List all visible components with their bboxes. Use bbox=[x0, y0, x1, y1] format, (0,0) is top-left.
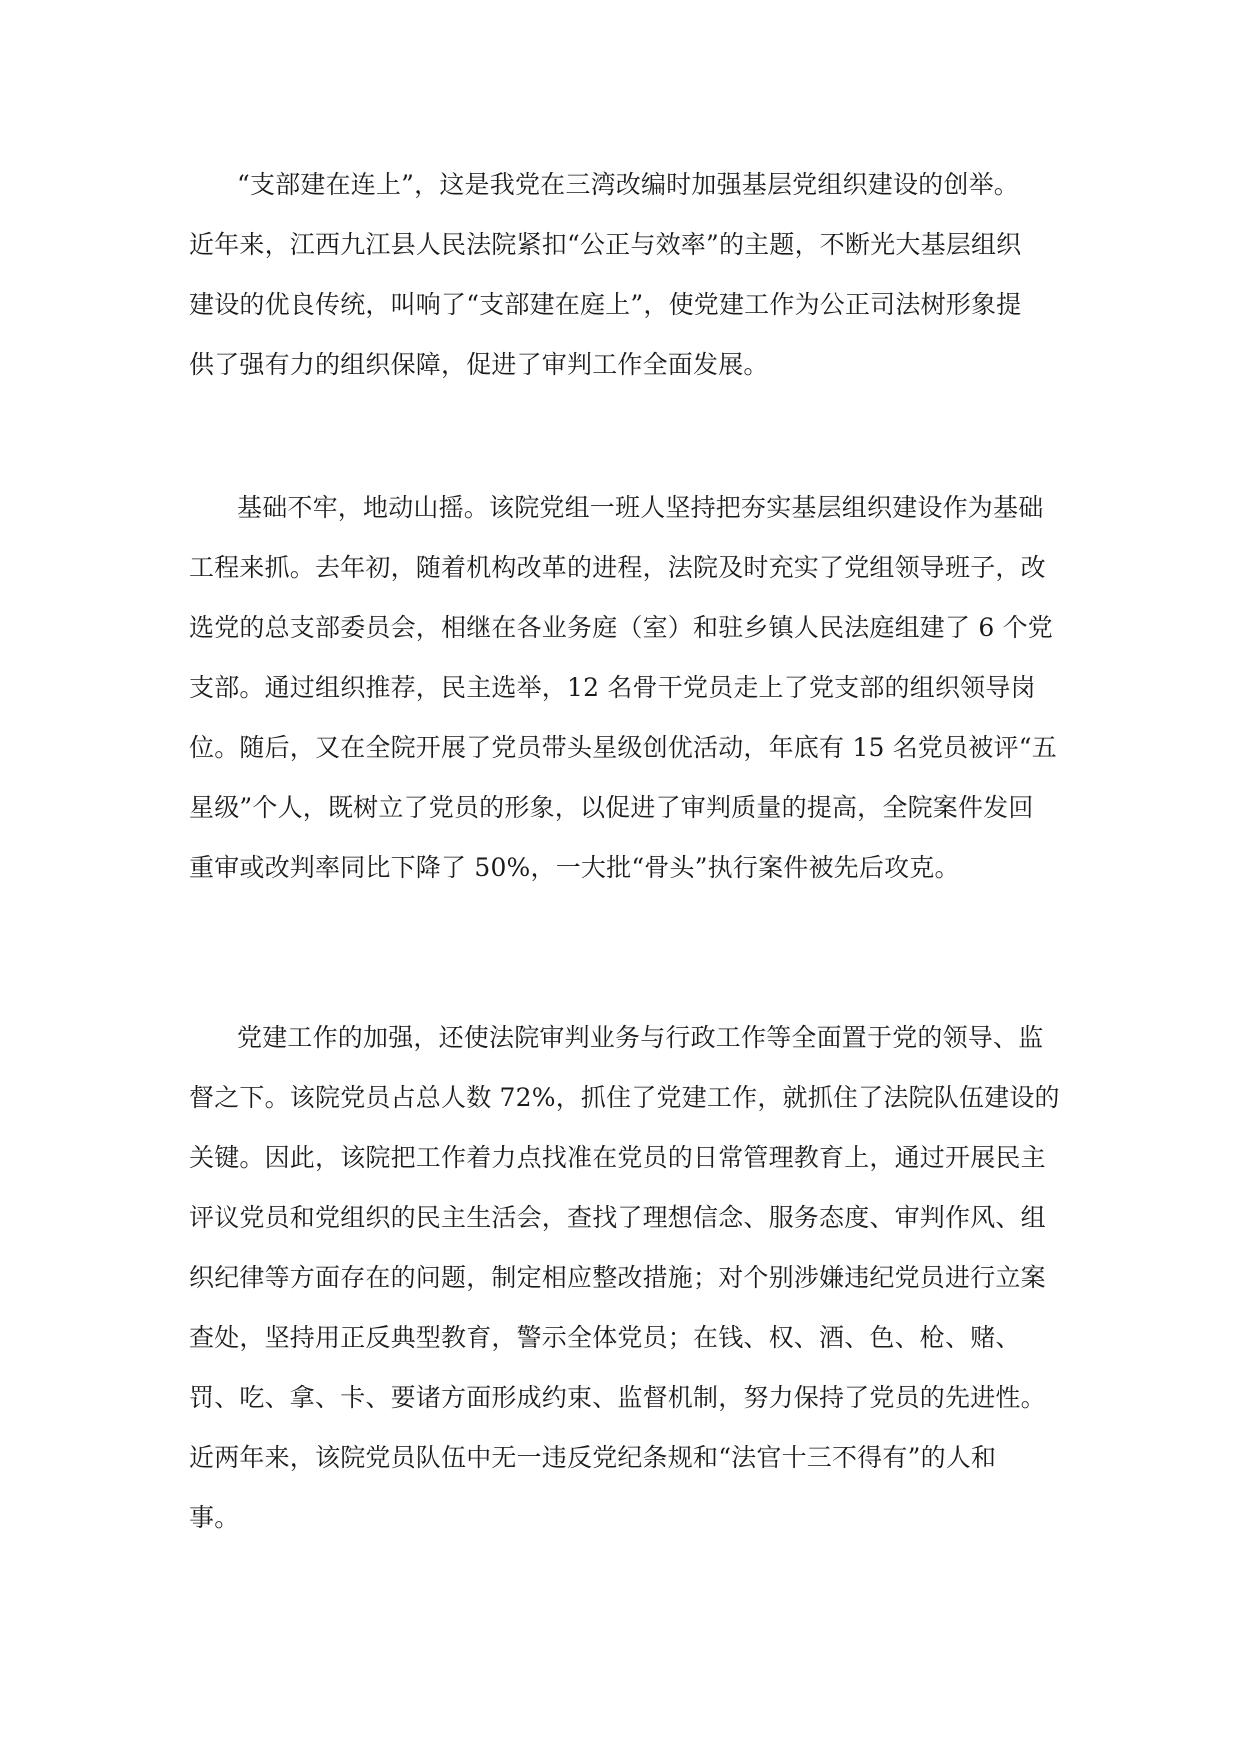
paragraph-line: 供了强有力的组织保障，促进了审判工作全面发展。 bbox=[189, 350, 769, 379]
paragraph-line: 查处，坚持用正反典型教育，警示全体党员；在钱、权、酒、色、枪、赌、 bbox=[189, 1323, 1021, 1352]
paragraph-line: 工程来抓。去年初，随着机构改革的进程，法院及时充实了党组领导班子，改 bbox=[189, 553, 1046, 582]
paragraph-line: 关键。因此，该院把工作着力点找准在党员的日常管理教育上，通过开展民主 bbox=[189, 1143, 1046, 1172]
paragraph bbox=[189, 1008, 1060, 1548]
paragraph bbox=[189, 478, 1057, 898]
paragraph bbox=[189, 155, 1051, 395]
paragraph-line: 织纪律等方面存在的问题，制定相应整改措施；对个别涉嫌违纪党员进行立案 bbox=[189, 1263, 1046, 1292]
paragraph-line: 选党的总支部委员会，相继在各业务庭（室）和驻乡镇人民法庭组建了 6 个党 bbox=[189, 613, 1054, 642]
paragraph-line: 督之下。该院党员占总人数 72%，抓住了党建工作，就抓住了法院队伍建设的 bbox=[189, 1083, 1060, 1112]
paragraph-line: 近两年来，该院党员队伍中无一违反党纪条规和“法官十三不得有”的人和 bbox=[189, 1443, 997, 1472]
paragraph-line: 事。 bbox=[189, 1503, 240, 1532]
paragraph-line: 罚、吃、拿、卡、要诸方面形成约束、监督机制，努力保持了党员的先进性。 bbox=[189, 1383, 1046, 1412]
paragraph-line: 基础不牢，地动山摇。该院党组一班人坚持把夯实基层组织建设作为基础 bbox=[237, 493, 1044, 522]
paragraph-line: 支部。通过组织推荐，民主选举，12 名骨干党员走上了党支部的组织领导岗 bbox=[189, 673, 1036, 702]
paragraph-line: 党建工作的加强，还使法院审判业务与行政工作等全面置于党的领导、监 bbox=[237, 1023, 1044, 1052]
paragraph-line: 近年来，江西九江县人民法院紧扣“公正与效率”的主题，不断光大基层组织 bbox=[189, 230, 1022, 259]
paragraph-line: 建设的优良传统，叫响了“支部建在庭上”，使党建工作为公正司法树形象提 bbox=[189, 290, 1022, 319]
paragraph-line: 评议党员和党组织的民主生活会，查找了理想信念、服务态度、审判作风、组 bbox=[189, 1203, 1046, 1232]
paragraph-line: 位。随后，又在全院开展了党员带头星级创优活动，年底有 15 名党员被评“五 bbox=[189, 733, 1057, 762]
paragraph-line: “支部建在连上”，这是我党在三湾改编时加强基层党组织建设的创举。 bbox=[237, 170, 1019, 199]
paragraph-line: 重审或改判率同比下降了 50%，一大批“骨头”执行案件被先后攻克。 bbox=[189, 853, 960, 882]
paragraph-line: 星级”个人，既树立了党员的形象，以促进了审判质量的提高，全院案件发回 bbox=[189, 793, 1034, 822]
